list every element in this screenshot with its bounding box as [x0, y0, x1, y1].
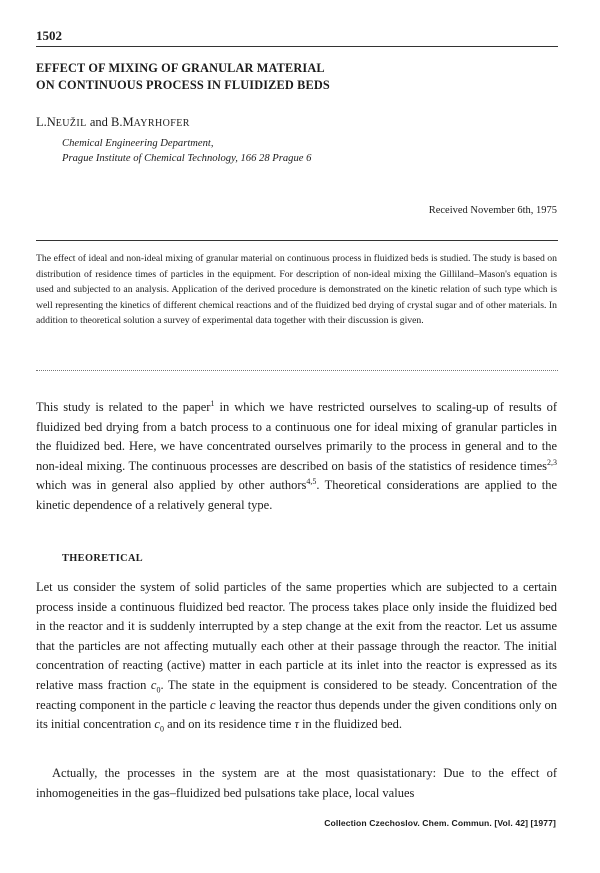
- citation-ref-4-5: 4,5: [306, 477, 317, 487]
- affiliation-line-2: Prague Institute of Chemical Technology, 166 28 Prague 6: [62, 153, 312, 164]
- intro-text-2: in which we have restricted ourselves to scaling-up of results of fluidized bed drying from a batch process to a continuous one for ideal mixing of granular particles in the fluidized bed. Here, we have concentrated ourselves primarily to the process in general and to the non-ideal mixing. The continuous processes are described on basis of the statistics of residence times: [36, 400, 557, 473]
- author-2-initial: B.: [111, 115, 123, 129]
- author-list: [36, 115, 190, 130]
- intro-text-1: This study is related to the paper: [36, 400, 211, 414]
- abstract-text: The effect of ideal and non-ideal mixing of granular material on continuous process in fluidized beds is studied. The study is based on distribution of residence times of particles in the equipment. For description of non-ideal mixing the Gilliland–Mason's equation is used and subjected to an analysis. Application of the derived procedure is demonstrated on the kinetic relation of such type which is well representing the kinetics of different chemical reactions and of the fluidized bed drying of crystal sugar and of other materials. In addition to theoretical solution a survey of experimental data together with their discussion is given.: [36, 253, 557, 327]
- author-2-surname-first: M: [122, 115, 134, 129]
- theory-text-2: . The state in the equipment is considered to be steady. Concentration of the reacting component in the particle: [36, 677, 558, 712]
- theory-text-1: Let us consider the system of solid particles of the same properties which are subjected to a certain process inside a continuous fluidized bed reactor. The process takes place only inside the fluidized bed in the reactor and it is suddenly interrupted by a step change at the exit from the reactor. Let us assume that the particles are not affecting mutually each other at their passage through the reactor. The initial concentration of reacting (active) matter in each particle at its inlet into the reactor is expressed as its relative mass fraction: [36, 580, 557, 692]
- title-line-2: ON CONTINUOUS PROCESS IN FLUIDIZED BEDS: [36, 78, 330, 92]
- continuation-paragraph: Actually, the processes in the system are at the most quasistationary: Due to the effect of inhomogeneities in the gas–fluidized bed pulsations take place, local values: [36, 766, 557, 800]
- symbol-tau: τ: [294, 717, 299, 732]
- journal-footer: Collection Czechoslov. Chem. Commun. [Vol. 42] [1977]: [324, 818, 556, 828]
- subscript-zero-b: 0: [159, 724, 164, 734]
- received-date: Received November 6th, 1975: [428, 205, 557, 216]
- subscript-zero-a: 0: [156, 685, 161, 695]
- author-1-surname-first: N: [46, 115, 56, 129]
- author-2-surname-rest: AYRHOFER: [133, 118, 190, 129]
- header-rule: [36, 46, 558, 47]
- theory-text-3: leaving the reactor thus depends under the given conditions only on its initial concentration: [36, 697, 557, 732]
- title-line-1: EFFECT OF MIXING OF GRANULAR MATERIAL: [36, 61, 325, 75]
- intro-paragraph: [36, 398, 557, 516]
- symbol-c0-b: c: [154, 717, 160, 732]
- abstract-top-rule: [36, 240, 558, 241]
- affiliation: [62, 136, 311, 166]
- symbol-c: c: [209, 697, 216, 712]
- citation-ref-1: 1: [210, 398, 215, 408]
- intro-text-4: . Theoretical considerations are applied to the kinetic dependence of a relatively general type.: [36, 478, 557, 512]
- theory-text-5: in the fluidized bed.: [298, 717, 403, 732]
- intro-text-3: which was in general also applied by other authors: [36, 478, 307, 493]
- author-connector: and: [86, 115, 111, 129]
- theory-text-4: and on its residence time: [163, 717, 295, 732]
- affiliation-line-1: Chemical Engineering Department,: [62, 138, 214, 149]
- author-1-surname-rest: EUŽIL: [55, 118, 87, 129]
- article-title: [36, 60, 566, 94]
- citation-ref-2-3: 2,3: [547, 457, 557, 467]
- author-1-initial: L.: [36, 115, 47, 129]
- abstract-bottom-rule: [36, 370, 558, 371]
- theory-paragraph: [36, 578, 557, 735]
- symbol-c0-a: c: [150, 677, 157, 692]
- section-heading: THEORETICAL: [62, 553, 144, 564]
- page-number: 1502: [36, 28, 62, 43]
